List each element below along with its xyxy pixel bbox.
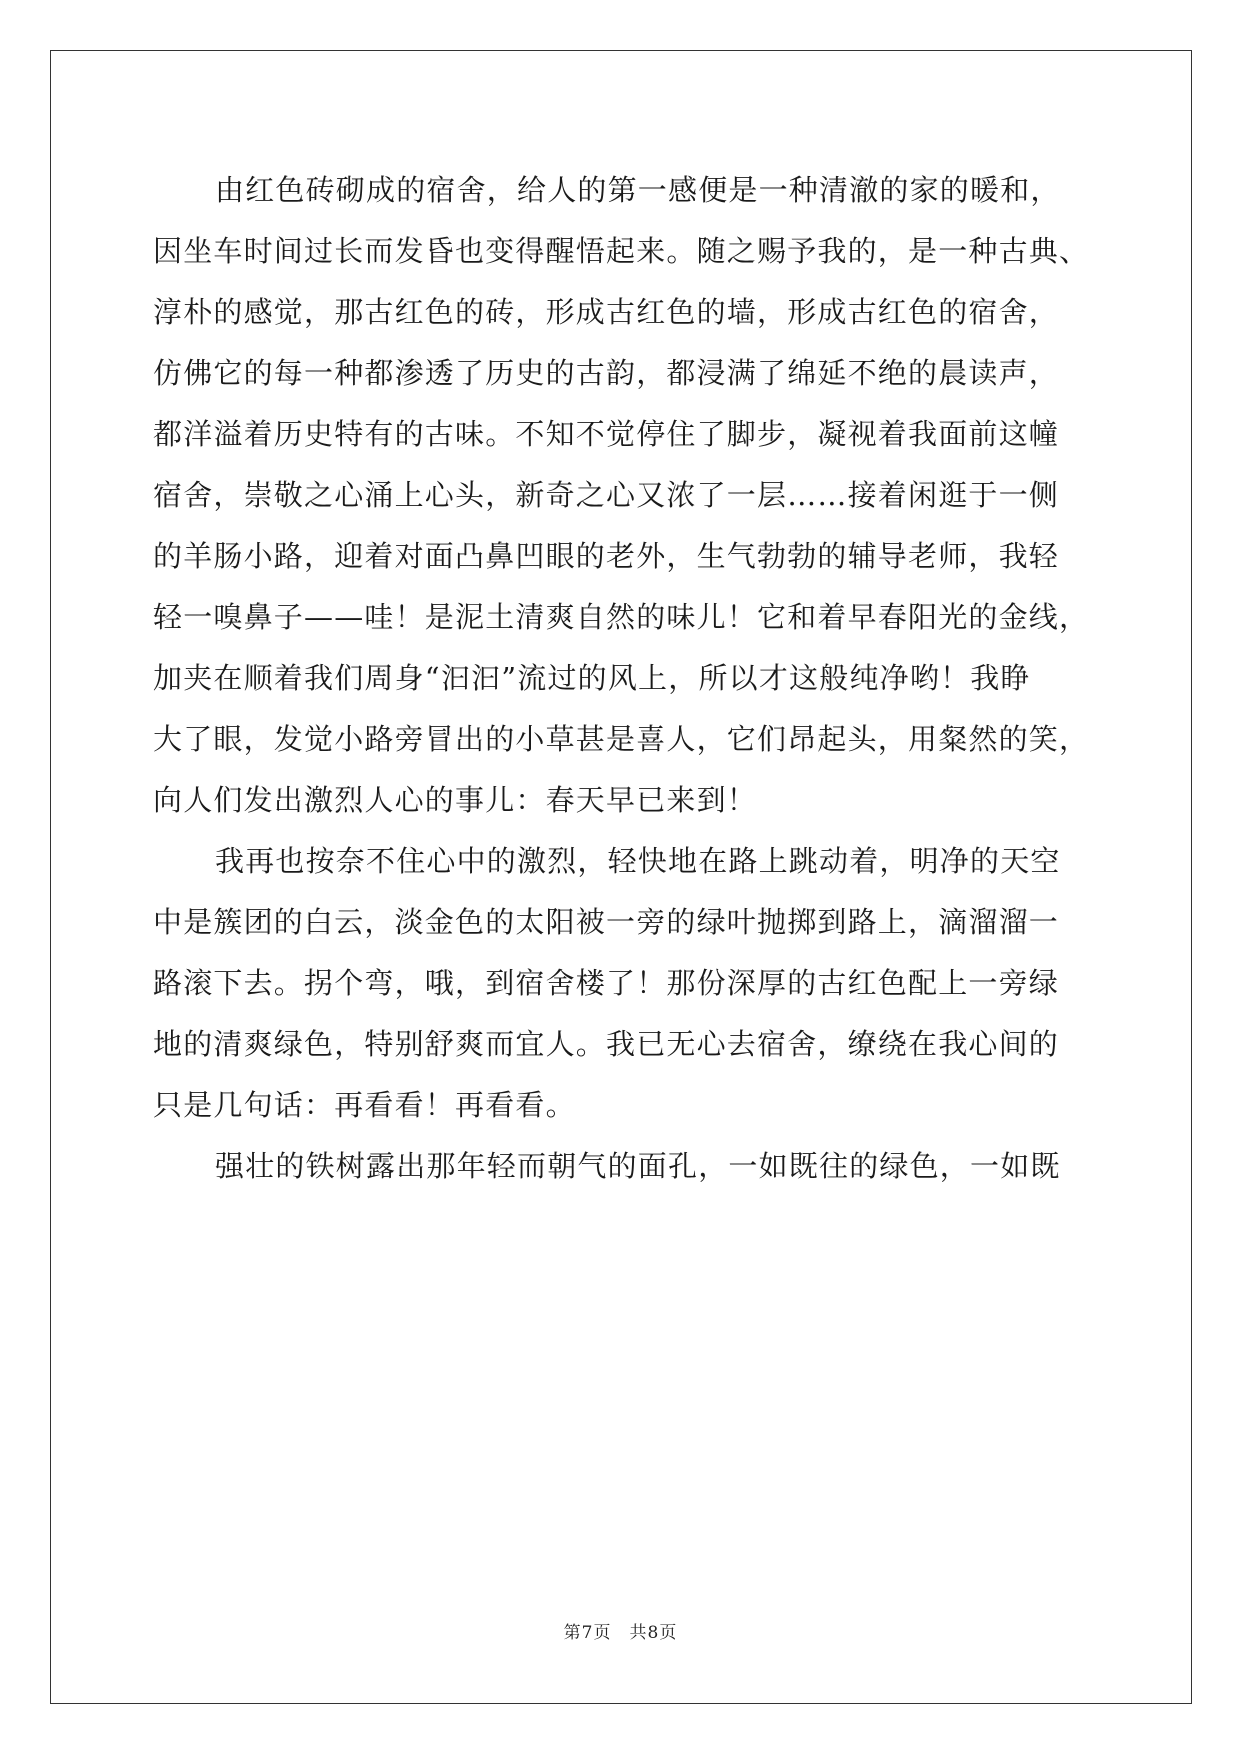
text-line: 都洋溢着历史特有的古味。不知不觉停住了脚步，凝视着我面前这幢	[153, 417, 1060, 451]
text-line: 大了眼，发觉小路旁冒出的小草甚是喜人，它们昂起头，用粲然的笑，	[153, 722, 1090, 756]
text-line: 轻一嗅鼻子——哇！是泥土清爽自然的味儿！它和着早春阳光的金线，	[153, 600, 1090, 634]
text-line: 因坐车时间过长而发昏也变得醒悟起来。随之赐予我的，是一种古典、	[153, 234, 1090, 268]
text-line: 加夹在顺着我们周身“汩汩”流过的风上，所以才这般纯净哟！我睁	[153, 661, 1031, 695]
text-line: 由红色砖砌成的宿舍，给人的第一感便是一种清澈的家的暖和，	[215, 173, 1061, 207]
page-footer	[0, 1618, 1241, 1643]
text-line: 宿舍，崇敬之心涌上心头，新奇之心又浓了一层……接着闲逛于一侧	[153, 478, 1060, 512]
paragraph-3	[153, 1136, 1093, 1197]
text-line: 淳朴的感觉，那古红色的砖，形成古红色的墙，形成古红色的宿舍，	[153, 295, 1060, 329]
text-line: 仿佛它的每一种都渗透了历史的古韵，都浸满了绵延不绝的晨读声，	[153, 356, 1060, 390]
text-line: 的羊肠小路，迎着对面凸鼻凹眼的老外，生气勃勃的辅导老师，我轻	[153, 539, 1060, 573]
page-total: 共8页	[629, 1623, 678, 1643]
document-body	[153, 160, 1093, 1197]
text-line: 向人们发出激烈人心的事儿：春天早已来到！	[153, 783, 758, 817]
text-line: 路滚下去。拐个弯，哦，到宿舍楼了！那份深厚的古红色配上一旁绿	[153, 966, 1060, 1000]
text-line: 中是簇团的白云，淡金色的太阳被一旁的绿叶抛掷到路上，滴溜溜一	[153, 905, 1060, 939]
paragraph-1	[153, 160, 1093, 831]
text-line: 强壮的铁树露出那年轻而朝气的面孔，一如既往的绿色，一如既	[215, 1149, 1061, 1183]
text-line: 我再也按奈不住心中的激烈，轻快地在路上跳动着，明净的天空	[215, 844, 1061, 878]
text-line: 地的清爽绿色，特别舒爽而宜人。我已无心去宿舍，缭绕在我心间的	[153, 1027, 1060, 1061]
text-line: 只是几句话：再看看！再看看。	[153, 1088, 576, 1122]
page-number: 第7页	[563, 1623, 612, 1643]
paragraph-2	[153, 831, 1093, 1136]
